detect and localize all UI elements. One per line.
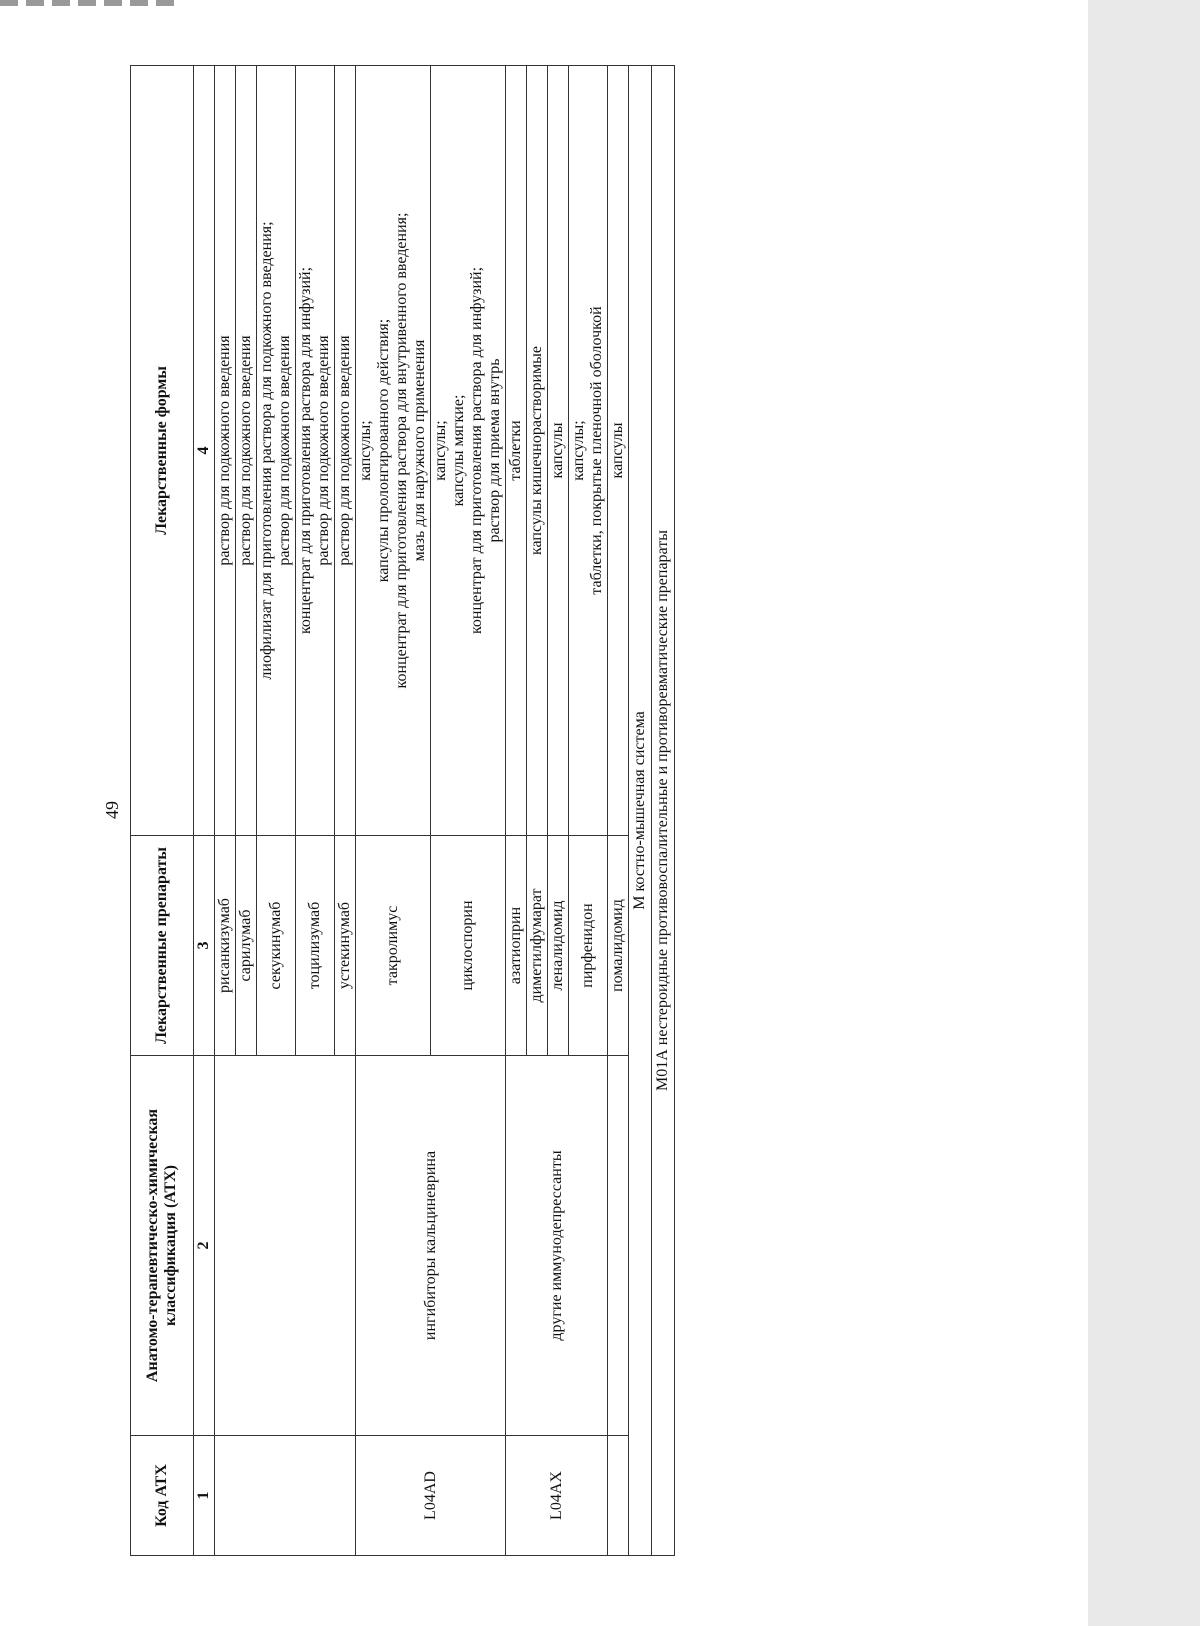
section-row bbox=[629, 66, 652, 1556]
code-cell: L04AX bbox=[506, 1436, 608, 1556]
forms-cell: капсулы; капсулы пролонгированного действия; концентрат для приготовления раствора для внутривенного введения; мазь для наружного применения bbox=[356, 66, 431, 836]
drug-cell: азатиоприн bbox=[506, 836, 527, 1056]
table-row bbox=[215, 66, 236, 1556]
code-cell: L04AD bbox=[356, 1436, 506, 1556]
forms-cell: раствор для подкожного введения bbox=[236, 66, 257, 836]
drug-cell: такролимус bbox=[356, 836, 431, 1056]
scan-artifact bbox=[0, 0, 180, 6]
drug-cell: секукинумаб bbox=[257, 836, 296, 1056]
drug-cell: помалидомид bbox=[608, 836, 629, 1056]
header-forms: Лекарственные формы bbox=[131, 66, 194, 836]
group-cell: другие иммунодепрессанты bbox=[506, 1056, 608, 1436]
section-heading: М костно-мышечная система bbox=[629, 66, 652, 1556]
column-number-row bbox=[194, 66, 215, 1556]
table-row bbox=[506, 66, 527, 1556]
forms-cell: таблетки bbox=[506, 66, 527, 836]
forms-cell: раствор для подкожного введения bbox=[215, 66, 236, 836]
forms-cell: капсулы bbox=[608, 66, 629, 836]
forms-cell: капсулы кишечнорастворимые bbox=[527, 66, 548, 836]
rotated-content bbox=[100, 66, 835, 1556]
subsection-heading: М01А нестероидные противовоспалительные и противоревматические препараты bbox=[652, 66, 675, 1556]
drug-cell: циклоспорин bbox=[431, 836, 506, 1056]
group-cell-empty bbox=[608, 1056, 629, 1436]
forms-cell: раствор для подкожного введения bbox=[335, 66, 356, 836]
page-number: 49 bbox=[102, 801, 122, 819]
group-cell: ингибиторы кальциневрина bbox=[356, 1056, 506, 1436]
drug-cell: тоцилизумаб bbox=[296, 836, 335, 1056]
drug-cell: диметилфумарат bbox=[527, 836, 548, 1056]
drug-table bbox=[130, 65, 675, 1556]
table-row bbox=[356, 66, 431, 1556]
forms-cell: лиофилизат для приготовления раствора для подкожного введения; раствор для подкожного введения bbox=[257, 66, 296, 836]
code-cell-empty bbox=[215, 1436, 356, 1556]
forms-cell: капсулы; таблетки, покрытые пленочной оболочкой bbox=[569, 66, 608, 836]
drug-cell: устекинумаб bbox=[335, 836, 356, 1056]
header-atc: Анатомо-терапевтическо-химическая классификация (АТХ) bbox=[131, 1056, 194, 1436]
header-row bbox=[131, 66, 194, 1556]
col-number-4: 4 bbox=[194, 66, 215, 836]
code-cell-empty bbox=[608, 1436, 629, 1556]
col-number-2: 2 bbox=[194, 1056, 215, 1436]
drug-cell: пирфенидон bbox=[569, 836, 608, 1056]
col-number-3: 3 bbox=[194, 836, 215, 1056]
forms-cell: капсулы bbox=[548, 66, 569, 836]
section-row bbox=[652, 66, 675, 1556]
drug-cell: сарилумаб bbox=[236, 836, 257, 1056]
header-drugs: Лекарственные препараты bbox=[131, 836, 194, 1056]
col-number-1: 1 bbox=[194, 1436, 215, 1556]
drug-cell: рисанкизумаб bbox=[215, 836, 236, 1056]
table-row bbox=[608, 66, 629, 1556]
drug-cell: леналидомид bbox=[548, 836, 569, 1056]
forms-cell: концентрат для приготовления раствора для инфузий; раствор для подкожного введения bbox=[296, 66, 335, 836]
group-cell-empty bbox=[215, 1056, 356, 1436]
forms-cell: капсулы; капсулы мягкие; концентрат для приготовления раствора для инфузий; раствор для приема внутрь bbox=[431, 66, 506, 836]
header-code: Код АТХ bbox=[131, 1436, 194, 1556]
